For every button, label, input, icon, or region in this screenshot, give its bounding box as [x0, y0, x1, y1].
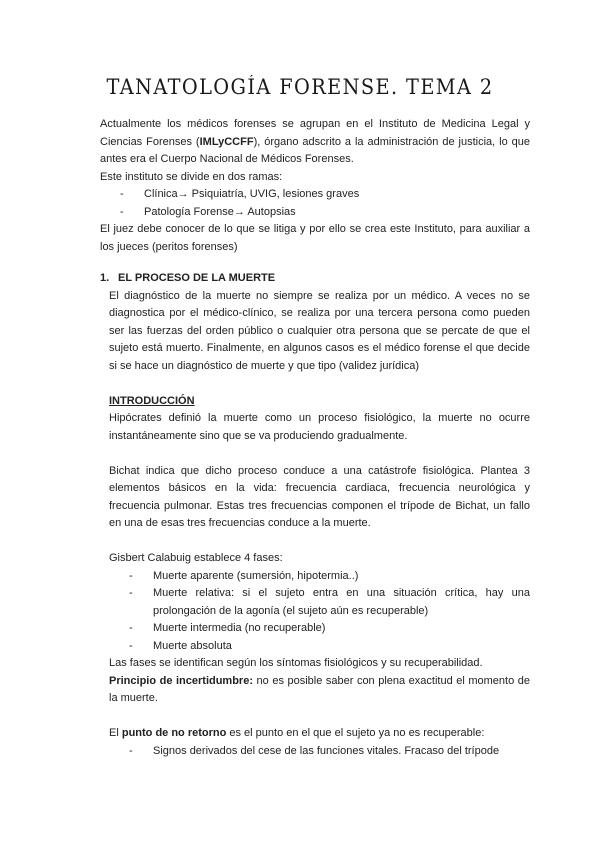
punto-text-a: El — [109, 727, 122, 739]
phases-list — [100, 568, 530, 656]
principio-label: Principio de incertidumbre: — [109, 674, 253, 687]
list-item: - Patología Forense→ Autopsias — [100, 204, 530, 222]
section-proceso-muerte — [100, 270, 530, 760]
intro-text-a: Actualmente los médicos forenses se agrupan en el Instituto de Medicina Legal y Ciencias Forenses ( — [100, 118, 530, 148]
punto-text-b: es el punto en el que el sujeto ya no es recuperable: — [226, 727, 485, 739]
intro-text-b: ), órgano adscrito a la administración de justicia, lo que antes era el Cuerpo Nacional de Médicos Forenses. — [100, 135, 530, 165]
imlyccff-acronym: IMLyCCFF — [199, 135, 254, 148]
introduccion-paragraph-2: Bichat indica que dicho proceso conduce a una catástrofe fisiológica. Plantea 3 elementos básicos en la vida: frecuencia cardiaca, frecuencia neurológica y frecuencia pulmonar. Estas tres frecuencias componen el trípode de Bichat, un fallo en una de esas tres frecuencias conduce a la muerte. — [109, 464, 530, 529]
section-heading-text: EL PROCESO DE LA MUERTE — [118, 272, 276, 284]
punto-no-retorno — [109, 725, 530, 743]
section-body — [109, 288, 530, 761]
intro-paragraph-3: El juez debe conocer de lo que se litiga y por ello se crea este Instituto, para auxiliar a los jueces (peritos forenses) — [100, 223, 530, 253]
principio-incertidumbre — [109, 673, 530, 708]
list-item: - Muerte aparente (sumersión, hipotermia..) — [109, 568, 530, 586]
section-heading — [100, 270, 530, 288]
intro-paragraph-1 — [100, 116, 530, 169]
introduccion-paragraph-4: Las fases se identifican según los síntomas fisiológicos y su recuperabilidad. — [109, 657, 483, 669]
branches-list — [100, 186, 530, 221]
list-item: - Muerte relativa: si el sujeto entra en una situación crítica, hay una prolongación de la agonía (el sujeto aún es recuperable) — [109, 585, 530, 620]
list-item: - Clínica→ Psiquiatría, UVIG, lesiones graves — [100, 186, 530, 204]
page-title: TANATOLOGÍA FORENSE. TEMA 2 — [106, 75, 494, 99]
list-item: - Signos derivados del cese de las funciones vitales. Fracaso del trípode — [109, 743, 530, 761]
introduccion-paragraph-3: Gisbert Calabuig establece 4 fases: — [109, 552, 283, 564]
intro-block — [100, 116, 530, 256]
introduccion-paragraph-1: Hipócrates definió la muerte como un proceso fisiológico, la muerte no ocurre instantáneamente sino que se va produciendo gradualmente. — [109, 412, 530, 442]
section-paragraph: El diagnóstico de la muerte no siempre se realiza por un médico. A veces no se diagnostica por el médico-clínico, se realiza por una tercera persona como pueden ser las fuerzas del orden público o cualquier otra persona que se percate de que el sujeto está muerto. Finalmente, en algunos casos es el médico forense el que decide si se hace un diagnóstico de muerte y que tipo (validez jurídica) — [109, 289, 530, 372]
list-item: - Muerte intermedia (no recuperable) — [109, 620, 530, 638]
principio-text: no es posible saber con plena exactitud el momento de la muerte. — [109, 674, 530, 704]
section-number: 1. — [100, 272, 110, 284]
list-item: - Muerte absoluta — [109, 638, 530, 656]
intro-paragraph-2: Este instituto se divide en dos ramas: — [100, 170, 283, 183]
signs-list — [100, 743, 530, 761]
introduccion-heading: INTRODUCCIÓN — [109, 394, 195, 407]
punto-label: punto de no retorno — [121, 727, 227, 739]
